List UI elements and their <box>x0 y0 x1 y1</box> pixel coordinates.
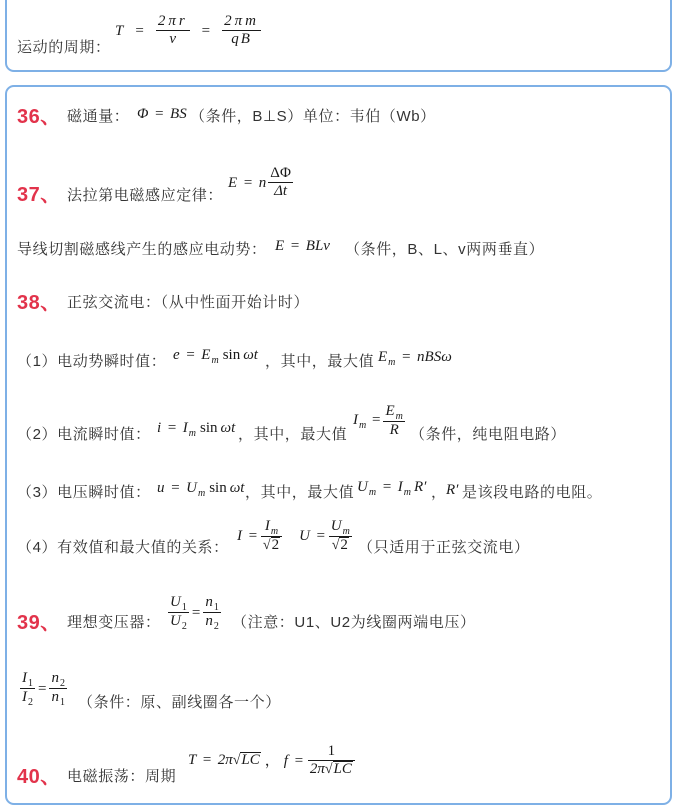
numerator <box>383 403 404 421</box>
formula-lhs: f = <box>283 752 304 769</box>
numerator: 2πr <box>157 13 188 29</box>
period-label: 运动的周期： <box>17 39 111 56</box>
function-sin: sin <box>209 480 227 496</box>
subscript: m <box>211 355 219 366</box>
formula-rhs: = nBSω <box>401 349 452 365</box>
denominator: Δt <box>268 182 293 200</box>
subscript: m <box>359 420 367 431</box>
numerator <box>20 670 35 688</box>
formula-lhs: E = n <box>228 174 267 191</box>
transformer-current-note: （条件：原、副线圈各一个） <box>78 694 281 711</box>
subscript: 1 <box>28 678 33 689</box>
subscript: 2 <box>28 697 33 708</box>
denominator <box>329 536 352 554</box>
rms-relation-label: （4）有效值和最大值的关系： <box>17 539 229 556</box>
numerator-base: E <box>385 403 395 419</box>
transformer-voltage-ratio-formula <box>168 594 221 631</box>
radicand: 2 <box>271 537 280 553</box>
formula-section-box <box>5 85 672 805</box>
section-title-magnetic-flux: 磁通量： <box>67 108 130 125</box>
subscript: m <box>197 488 206 499</box>
formula-variable: T <box>115 22 124 39</box>
function-argument: ωt <box>229 480 245 496</box>
denominator-base: 2π <box>309 761 325 777</box>
formula-lhs: I <box>353 412 358 428</box>
resistance-symbol <box>446 481 458 499</box>
period-formula <box>188 751 261 770</box>
section-title-ideal-transformer: 理想变压器： <box>67 614 161 631</box>
formula-lhs: i = I <box>157 420 188 436</box>
period-formula <box>115 13 261 48</box>
subscript: m <box>395 411 403 422</box>
section-title-sinusoidal-ac: 正弦交流电：（从中性面开始计时） <box>67 294 310 311</box>
equals-sign: = <box>201 22 211 39</box>
numerator <box>329 518 352 536</box>
radical-sign: √ <box>262 538 271 553</box>
subscript: 1 <box>59 697 65 708</box>
em-oscillation-formula <box>188 743 355 778</box>
formula-group <box>357 478 426 498</box>
formula-lhs: U = <box>299 528 326 544</box>
formula-text: E = BLv <box>275 238 330 254</box>
radicand: LC <box>333 761 352 777</box>
fraction-2pir-over-v <box>156 13 190 48</box>
denominator-base: n <box>205 613 213 629</box>
voltage-instant-label: （3）电压瞬时值： <box>17 484 151 501</box>
subscript: 1 <box>181 602 187 613</box>
denominator-base: I <box>22 689 27 705</box>
denominator: R <box>383 421 404 439</box>
current-instant-label: （2）电流瞬时值： <box>17 426 151 443</box>
section-number-38: 38、 <box>17 292 61 314</box>
voltage-max-note: 是该段电路的电阻。 <box>462 484 603 501</box>
motional-emf-note: （条件，B、L、v两两垂直） <box>345 241 545 258</box>
numerator <box>49 670 67 688</box>
emf-max-formula <box>378 348 452 368</box>
numerator-base: U <box>330 518 342 534</box>
emf-instant-formula <box>173 346 258 366</box>
formula-group <box>157 479 244 499</box>
motional-emf-label: 导线切割磁感线产生的感应电动势： <box>17 241 267 258</box>
subscript: 1 <box>213 602 219 613</box>
formula-lhs: T = 2π <box>188 752 233 768</box>
subscript: m <box>368 487 377 498</box>
equals-sign: = <box>191 604 201 621</box>
section-number-37: 37、 <box>17 184 61 206</box>
motional-emf-formula <box>275 237 330 255</box>
emf-instant-label: （1）电动势瞬时值： <box>17 353 167 370</box>
symbol-r-prime: R′ <box>446 482 459 498</box>
equals-sign: = <box>371 412 381 428</box>
denominator: v <box>156 30 190 48</box>
subscript: 2 <box>213 621 219 632</box>
section-number-39: 39、 <box>17 612 61 634</box>
transformer-current-ratio-formula <box>20 670 67 707</box>
formula-text: Φ = BS <box>137 106 187 122</box>
magnetic-flux-note: （条件，B⊥S）单位：韦伯（Wb） <box>190 108 436 125</box>
formula-lhs: U <box>357 479 368 495</box>
numerator: 2πm <box>224 13 259 29</box>
denominator <box>168 612 189 631</box>
current-max-note: （条件，纯电阻电路） <box>410 426 567 443</box>
fraction-n1-over-n2 <box>203 594 221 631</box>
formula-lhs: u = U <box>157 480 197 496</box>
radicand: LC <box>241 752 260 768</box>
numerator: ΔΦ <box>270 165 291 181</box>
subscript: m <box>270 526 279 537</box>
function-sin: sin <box>200 420 218 436</box>
function-argument: ωt <box>220 420 236 436</box>
formula-lhs: E <box>378 349 388 365</box>
denominator <box>308 760 355 778</box>
voltage-separator-comma: ， <box>431 484 447 501</box>
rms-relation-note: （只适用于正弦交流电） <box>358 539 530 556</box>
formula-mid: = I <box>381 479 403 495</box>
fraction-1-over-2pi-root-lc <box>308 743 355 778</box>
function-argument: ωt <box>243 347 258 363</box>
numerator <box>261 518 282 536</box>
denominator <box>49 688 67 707</box>
fraction-im-over-root2 <box>261 518 282 554</box>
formula-lhs: e = E <box>173 347 211 363</box>
faraday-law-formula <box>228 165 293 200</box>
voltage-instant-formula <box>157 479 244 499</box>
denominator-base: n <box>51 689 59 705</box>
numerator-base: U <box>170 594 181 610</box>
voltage-max-intro: ，其中，最大值 <box>245 484 355 501</box>
voltage-max-formula <box>357 478 426 498</box>
fraction-em-over-r <box>383 403 404 439</box>
current-max-intro: ，其中，最大值 <box>238 426 348 443</box>
numerator <box>168 594 189 612</box>
denominator <box>20 688 35 707</box>
denominator: qB <box>222 30 261 48</box>
subscript: 2 <box>59 678 65 689</box>
equals-sign: = <box>38 680 47 697</box>
subscript: m <box>403 487 411 498</box>
formula-rhs: R′ <box>413 479 427 495</box>
emf-max-intro: ，其中，最大值 <box>265 353 375 370</box>
transformer-voltage-note: （注意：U1、U2为线圈两端电压） <box>232 614 476 631</box>
current-instant-formula <box>157 419 235 439</box>
subscript: m <box>188 428 197 439</box>
numerator: 1 <box>327 743 336 759</box>
rms-relation-formula <box>237 518 352 554</box>
section-number-40: 40、 <box>17 766 61 788</box>
section-title-em-oscillation: 电磁振荡：周期 <box>67 768 177 785</box>
numerator-base: n <box>51 670 59 686</box>
numerator-base: I <box>22 670 27 686</box>
formula-group <box>173 346 258 366</box>
subscript: m <box>388 357 396 368</box>
previous-section-box <box>5 0 672 72</box>
fraction-i1-over-i2 <box>20 670 35 707</box>
radical-sign: √ <box>324 762 333 777</box>
fraction-dphi-over-dt <box>268 165 293 200</box>
numerator-base: n <box>205 594 213 610</box>
equals-sign: = <box>135 22 144 39</box>
radicand: 2 <box>340 537 348 553</box>
fraction-2pim-over-qb <box>222 13 261 48</box>
numerator-base: I <box>264 518 270 534</box>
denominator-base: U <box>170 613 181 629</box>
formula-group <box>353 411 380 431</box>
formula-group <box>157 419 235 439</box>
magnetic-flux-formula <box>137 105 187 123</box>
section-title-faraday-law: 法拉第电磁感应定律： <box>67 187 224 204</box>
fraction-n2-over-n1 <box>49 670 67 707</box>
formula-group <box>378 348 452 368</box>
section-number-36: 36、 <box>17 106 61 128</box>
subscript: 2 <box>181 621 187 632</box>
radical-sign: √ <box>331 538 340 553</box>
numerator <box>203 594 221 612</box>
subscript: m <box>342 526 350 537</box>
fraction-u1-over-u2 <box>168 594 189 631</box>
denominator <box>203 612 221 631</box>
formula-separator-comma: ， <box>264 751 280 769</box>
formula-lhs: I = <box>237 528 258 544</box>
denominator <box>261 536 282 554</box>
radical-sign: √ <box>232 753 241 768</box>
function-sin: sin <box>222 347 241 363</box>
current-max-formula <box>353 403 405 439</box>
fraction-um-over-root2 <box>329 518 352 554</box>
